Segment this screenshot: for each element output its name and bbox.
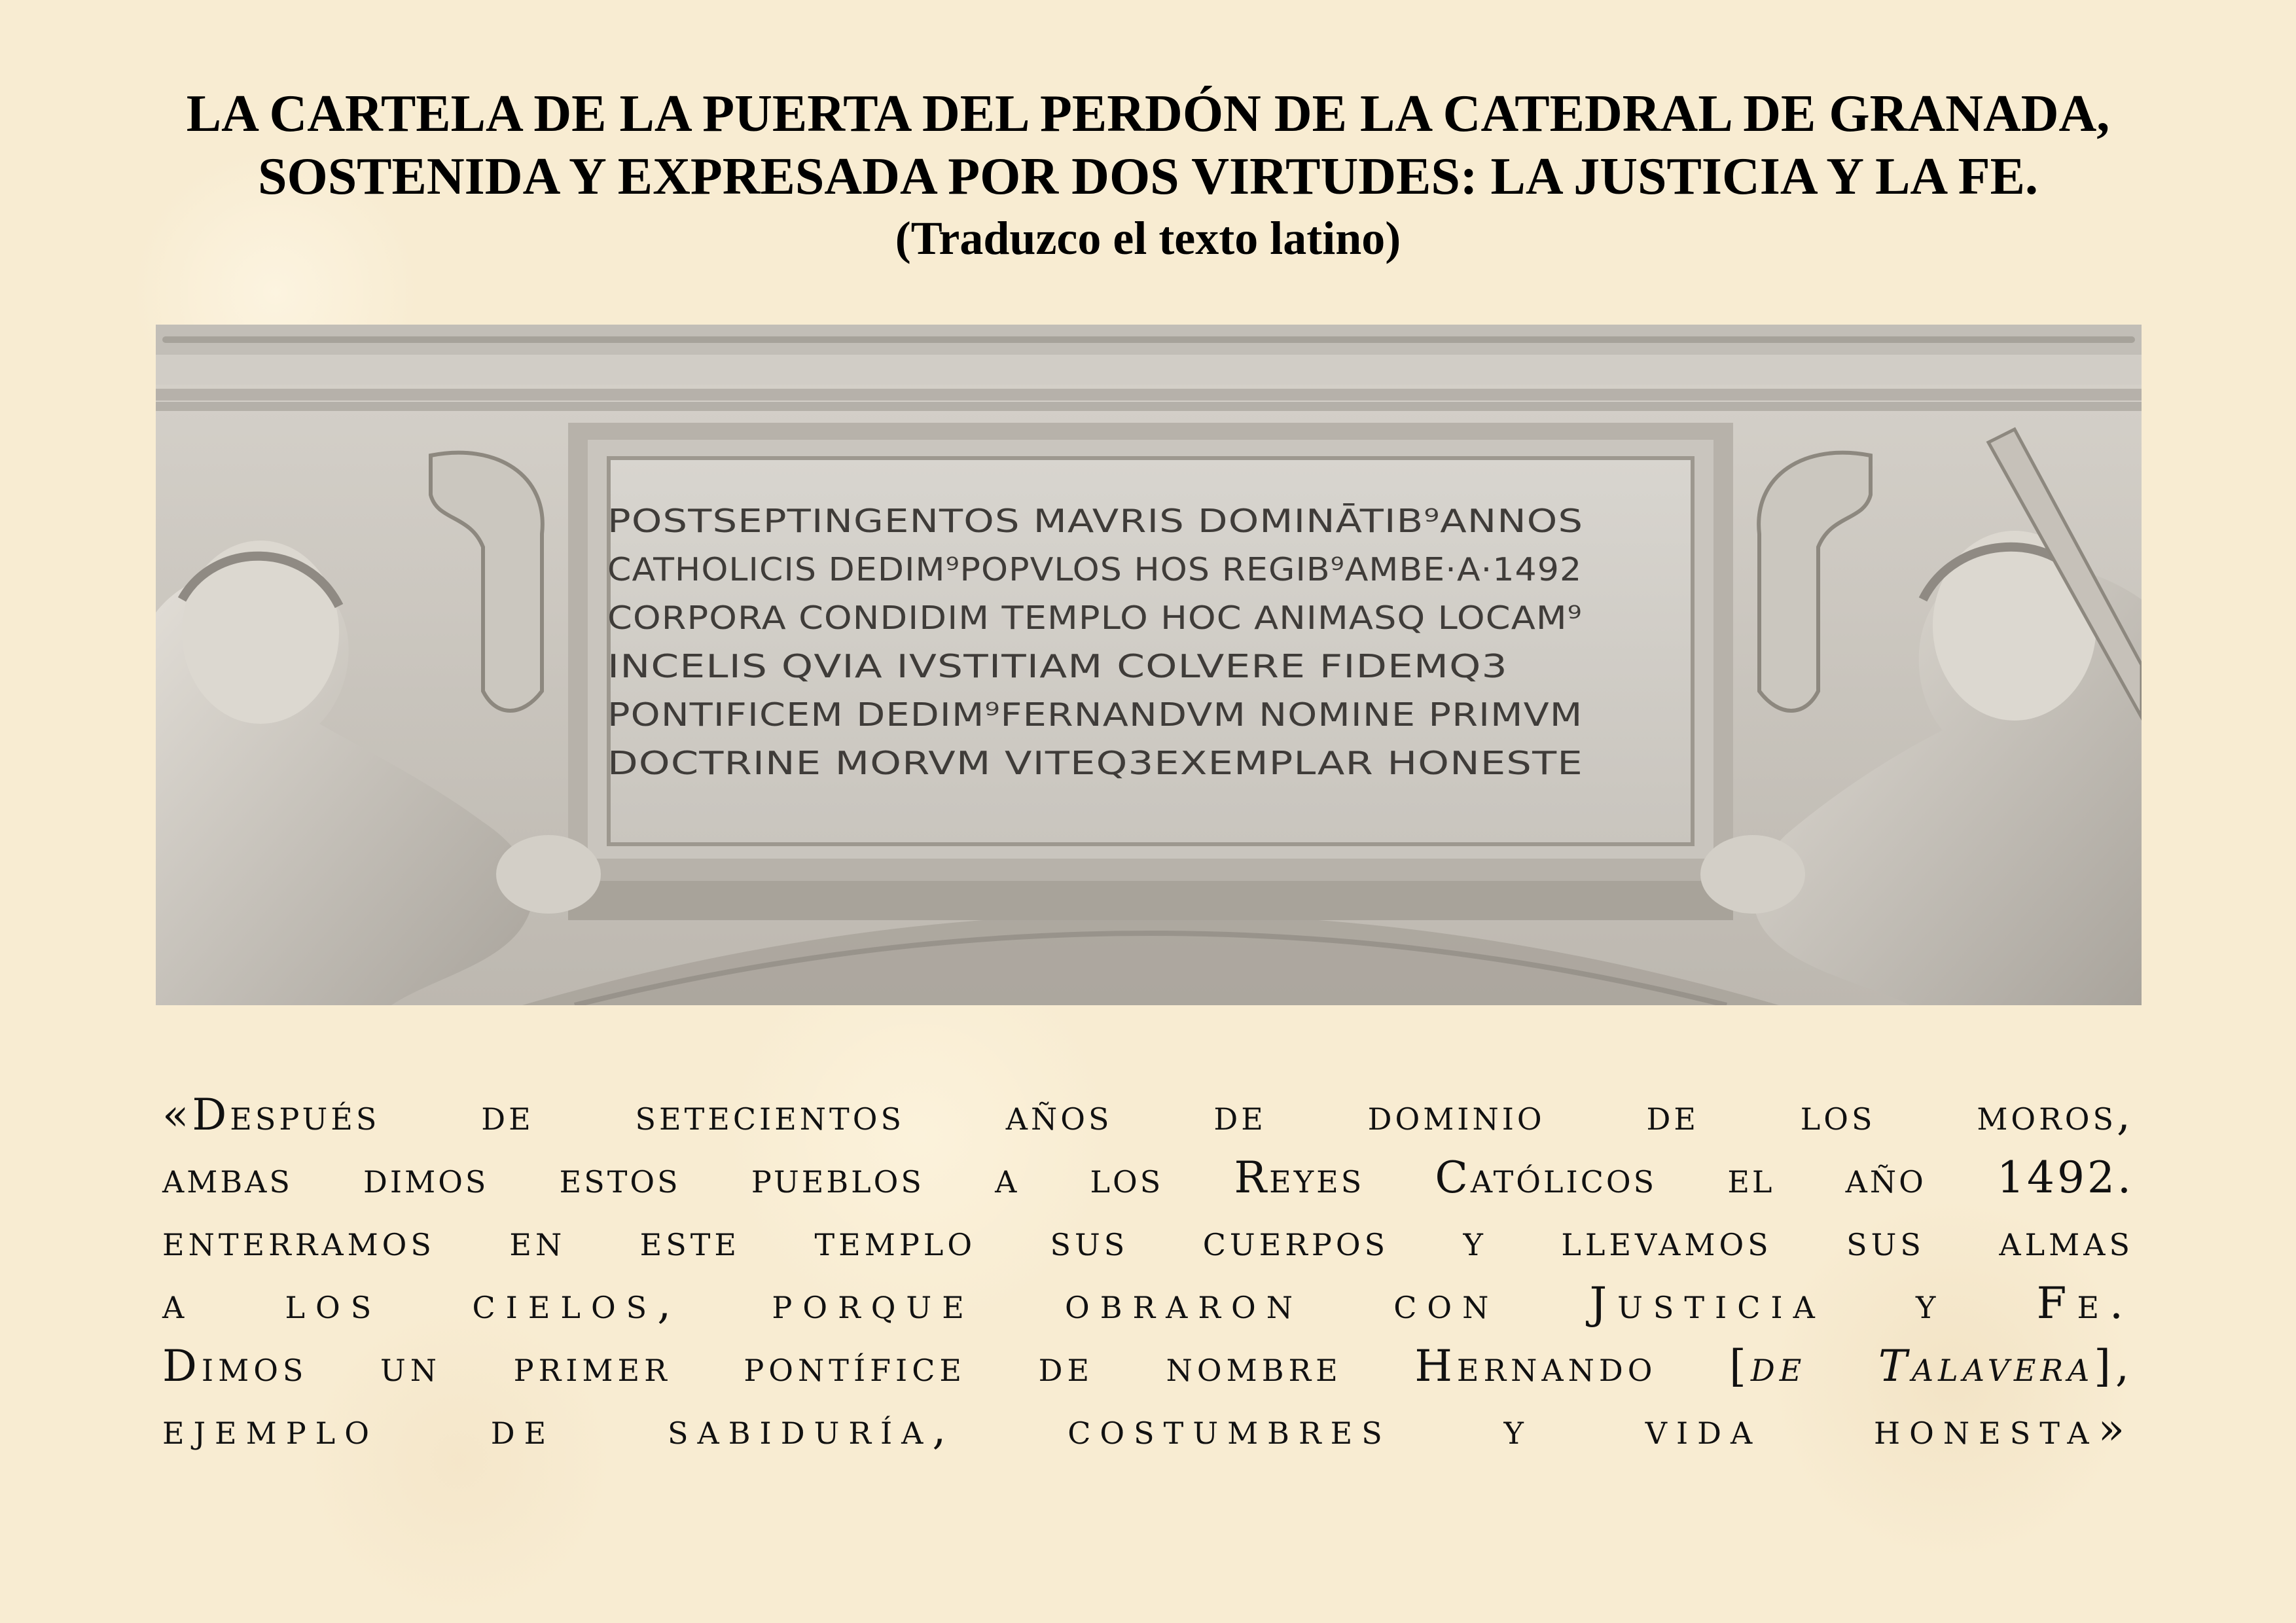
title-block — [0, 82, 2296, 268]
translation-line-1: «Después de setecientos años de dominio de los moros, — [162, 1090, 2134, 1140]
translation-line-3: enterramos en este templo sus cuerpos y llevamos sus almas — [162, 1215, 2134, 1266]
inscription-line: DOCTRINE MORVM VITEQ3EXEMPLAR HONESTE — [607, 745, 1583, 782]
translation-line-5-start: Dimos un primer pontífice de nombre Hernando [ — [162, 1341, 1751, 1391]
plaque-base — [568, 881, 1733, 920]
cornice-moulding — [156, 389, 2142, 401]
translation-line-2: ambas dimos estos pueblos a los Reyes Católicos el año 1492. — [162, 1152, 2134, 1203]
inscription-line: CATHOLICIS DEDIM⁹POPVLOS HOS REGIB⁹AMBE·A·1492 — [607, 551, 1583, 588]
inscription-line: INCELIS QVIA IVSTITIAM COLVERE FIDEMQ3 — [607, 648, 1508, 685]
translation-line-5-end: ], — [2094, 1341, 2134, 1391]
translation-line-5 — [162, 1335, 2134, 1398]
cornice-bead-row — [156, 402, 2142, 411]
bead-row-top — [162, 336, 2135, 343]
inscription-line: CORPORA CONDIDIM TEMPLO HOC ANIMASQ LOCAM⁹ — [607, 599, 1583, 637]
latin-inscription — [607, 497, 1583, 788]
title-line-1: LA CARTELA DE LA PUERTA DEL PERDÓN DE LA CATEDRAL DE GRANADA, — [186, 85, 2110, 143]
translation-line-4: a los cielos, porque obraron con Justicia y Fe. — [162, 1278, 2134, 1329]
inscription-line: PONTIFICEM DEDIM⁹FERNANDVM NOMINE PRIMVM — [607, 696, 1583, 734]
cornice-band — [156, 355, 2142, 385]
translation-line-5-italic: de Talavera — [1750, 1341, 2094, 1391]
translation-line-6: ejemplo de sabiduría, costumbres y vida honesta» — [162, 1404, 2134, 1454]
subtitle-note: (Traduzco el texto latino) — [895, 212, 1401, 264]
translation-block — [162, 1084, 2134, 1461]
title-line-2: SOSTENIDA Y EXPRESADA POR DOS VIRTUDES: LA JUSTICIA Y LA FE. — [257, 148, 2039, 205]
inscription-line: POSTSEPTINGENTOS MAVRIS DOMINĀTIB⁹ANNOS — [607, 503, 1584, 540]
